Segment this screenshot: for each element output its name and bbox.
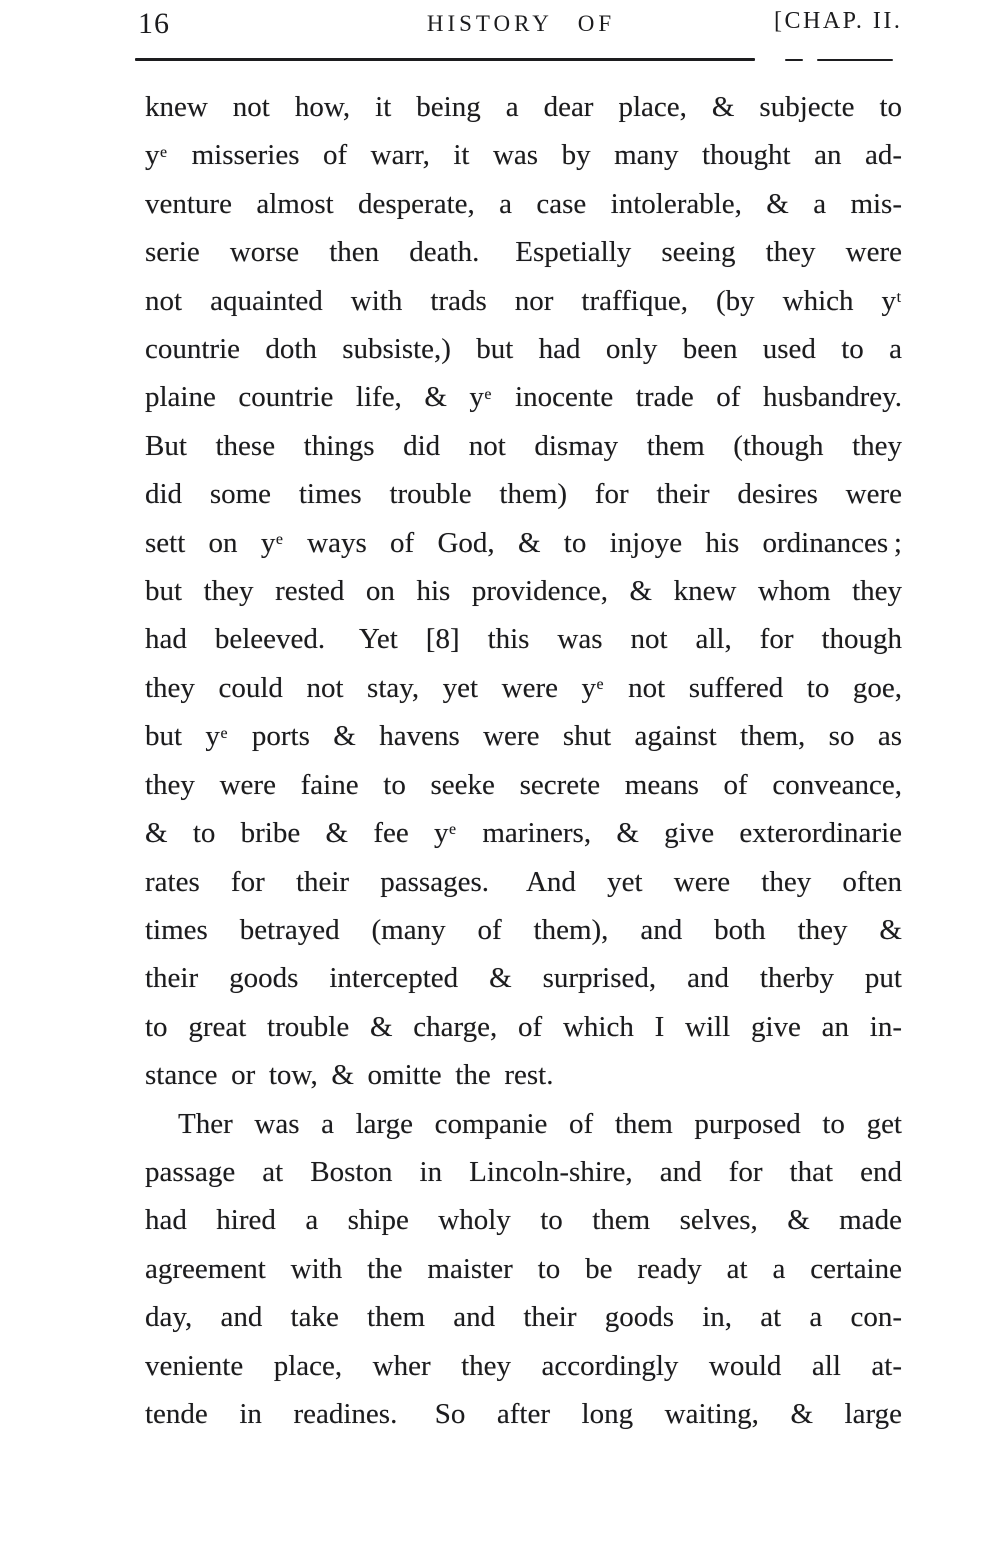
chapter-label: [CHAP. II. [774,8,903,34]
text-line: plaine countrie life, & $y^e$ inocente trade of husbandrey. [145,381,902,414]
text-line: they were faine to seeke secrete means of conveance, [145,768,902,801]
superscript-abbreviation: e [449,821,457,839]
header-rule-segment [135,58,755,61]
text-line: did some times trouble them) for their desires were [145,478,902,511]
body-lines [145,83,902,1438]
text-line: countrie doth subsiste,) but had only been used to a [145,333,902,366]
text-line: but $y^e$ ports & havens were shut against them, so as [145,720,902,753]
text-line: times betrayed (many of them), and both they & [145,913,902,946]
text-line: veniente place, wher they accordingly would all at- [145,1349,902,1382]
running-title: HISTORY OF [426,11,616,36]
superscript-abbreviation: e [160,143,168,161]
text-line: had hired a shipe wholy to them selves, & made [145,1204,902,1237]
superscript-abbreviation: e [596,676,604,694]
text-line: not aquainted with trads nor traffique, (by which $y^t$ [145,284,901,317]
superscript-abbreviation: e [220,724,228,742]
text-line: but they rested on his providence, & knew whom they [145,575,902,608]
text-line: knew not how, it being a dear place, & subjecte to [145,91,902,123]
header-rule-segment [785,59,803,61]
text-line: had beleeved. Yet [8] this was not all, for though [145,623,902,656]
page-number: 16 [138,7,170,40]
text-line: Ther was a large companie of them purposed to get [178,1107,902,1140]
page-header [0,0,1000,80]
header-rule-segment [817,59,893,61]
text-line: stance or tow, & omitte the rest. [145,1059,554,1092]
text-line: sett on $y^e$ ways of God, & to injoye his ordinances ; [145,526,902,559]
text-line: agreement with the maister to be ready at a certaine [145,1252,902,1285]
text-line: rates for their passages. And yet were they often [145,865,902,898]
text-line: & to bribe & fee $y^e$ mariners, & give exterordinarie [145,817,902,850]
text-line: But these things did not dismay them (though they [145,429,902,462]
text-line: serie worse then death. Espetially seeing they were [145,236,902,269]
superscript-abbreviation: t [896,288,901,306]
text-line: tende in readines. So after long waiting, & large [145,1397,902,1430]
text-line: passage at Boston in Lincoln-shire, and for that end [145,1155,902,1188]
text-line: day, and take them and their goods in, at a con- [145,1301,902,1334]
text-line: $y^e$ misseries of warr, it was by many thought an ad- [145,139,902,172]
text-line: their goods intercepted & surprised, and therby put [145,962,902,995]
text-line: venture almost desperate, a case intolerable, & a mis- [145,187,902,220]
superscript-abbreviation: e [275,531,283,549]
text-line: they could not stay, yet were $y^e$ not suffered to goe, [145,671,902,704]
text-line: to great trouble & charge, of which I will give an in- [145,1010,902,1043]
superscript-abbreviation: e [484,385,492,403]
